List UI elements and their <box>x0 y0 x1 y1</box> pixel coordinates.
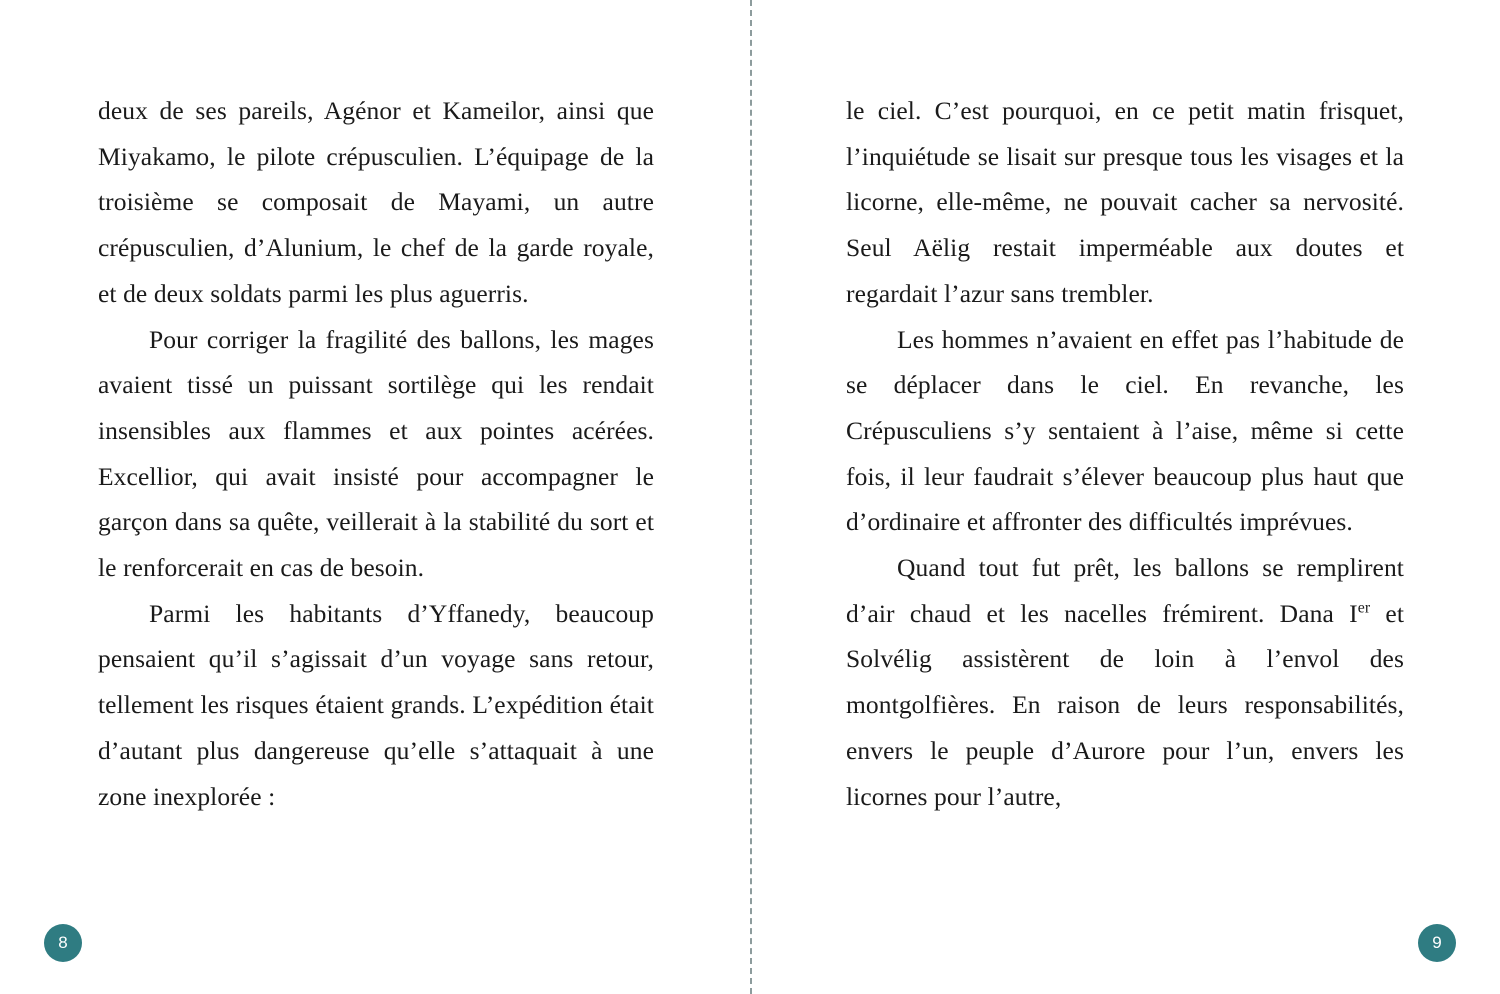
page-number-badge-right: 9 <box>1418 924 1456 962</box>
paragraph-text-before: Quand tout fut prêt, les ballons se remplirent d’air chaud et les nacelles frémirent. Dana I <box>846 553 1404 628</box>
right-page-text-column <box>846 88 1404 819</box>
paragraph-with-superscript <box>846 545 1404 819</box>
page-right <box>750 0 1500 994</box>
ordinal-superscript: er <box>1357 599 1371 617</box>
paragraph: le ciel. C’est pourquoi, en ce petit matin frisquet, l’inquiétude se lisait sur presque tous les visages et la licorne, elle-même, ne pouvait cacher sa nervosité. Seul Aëlig restait imperméable aux doutes et regardait l’azur sans trembler. <box>846 96 1404 308</box>
paragraph: Parmi les habitants d’Yffanedy, beaucoup pensaient qu’il s’agissait d’un voyage sans retour, tellement les risques étaient grands. L’expédition était d’autant plus dangereuse qu’elle s’attaquait à une zone inexplorée : <box>98 598 654 811</box>
paragraph: Pour corriger la fragilité des ballons, les mages avaient tissé un puissant sortilège qui les rendait insensibles aux flammes et aux pointes acérées. Excellior, qui avait insisté pour accompagner le garçon dans sa quête, veillerait à la stabilité du sort et le renforcerait en cas de besoin. <box>98 324 654 583</box>
page-number-badge-left: 8 <box>44 924 82 962</box>
paragraph: Les hommes n’avaient en effet pas l’habitude de se déplacer dans le ciel. En revanche, les Crépusculiens s’y sentaient à l’aise, même si cette fois, il leur faudrait s’élever beaucoup plus haut que d’ordinaire et affronter des difficultés imprévues. <box>846 324 1404 537</box>
paragraph-text-after: et Solvélig assistèrent de loin à l’envol des montgolfières. En raison de leurs responsabilités, envers le peuple d’Aurore pour l’un, envers les licornes pour l’autre, <box>846 598 1405 811</box>
paragraph: deux de ses pareils, Agénor et Kameilor, ainsi que Miyakamo, le pilote crépusculien. L’équipage de la troisième se composait de Mayami, un autre crépusculien, d’Alunium, le chef de la garde royale, et de deux soldats parmi les plus aguerris. <box>98 96 654 308</box>
left-page-text-column <box>98 88 654 819</box>
